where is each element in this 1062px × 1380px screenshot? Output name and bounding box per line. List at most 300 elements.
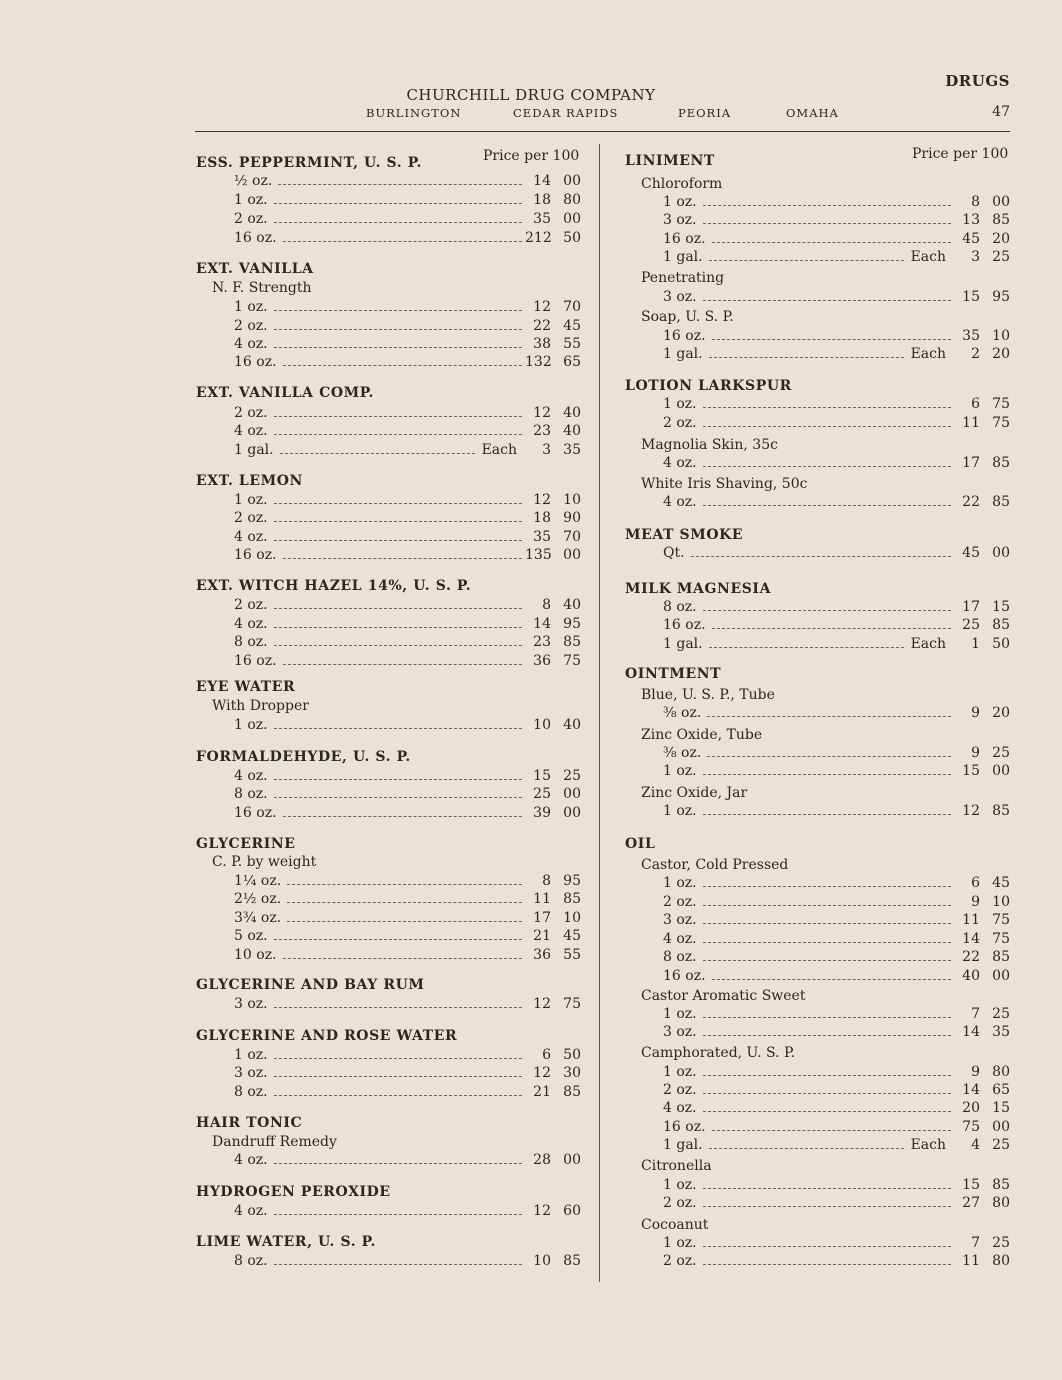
price-dollars: 12: [533, 492, 551, 508]
price-dollars: 12: [533, 299, 551, 315]
price-cents: 85: [992, 494, 1010, 510]
product-heading: LOTION LARKSPUR: [625, 378, 792, 394]
price-dollars: 9: [971, 745, 980, 761]
price-dollars: 9: [971, 1064, 980, 1080]
leader-dots: [703, 1264, 951, 1265]
leader-dots: [703, 1188, 951, 1189]
price-row: [663, 949, 1010, 965]
leader-dots: [274, 1214, 522, 1215]
price-row: [234, 597, 581, 613]
product-heading: GLYCERINE AND ROSE WATER: [196, 1028, 458, 1044]
leader-dots: [703, 1111, 951, 1112]
size-label: 1 gal.: [663, 636, 703, 652]
leader-dots: [287, 884, 522, 885]
price-cents: 00: [992, 194, 1010, 210]
price-row: [234, 211, 581, 227]
product-heading: LINIMENT: [625, 153, 715, 169]
price-row: [663, 1100, 1010, 1116]
product-variant: Soap, U. S. P.: [641, 309, 734, 325]
leader-dots: [274, 503, 522, 504]
size-label: Qt.: [663, 545, 685, 561]
price-row: [663, 1195, 1010, 1211]
size-label: 16 oz.: [663, 231, 706, 247]
price-dollars: 35: [533, 211, 551, 227]
size-label: 1 oz.: [234, 1047, 268, 1063]
size-label: 4 oz.: [234, 423, 268, 439]
price-dollars: 11: [962, 912, 980, 928]
product-variant: Chloroform: [641, 176, 723, 192]
price-cents: 00: [563, 805, 581, 821]
size-label: 16 oz.: [234, 230, 277, 246]
size-label: 8 oz.: [663, 599, 697, 615]
size-label: 16 oz.: [234, 653, 277, 669]
product-heading: ESS. PEPPERMINT, U. S. P.: [196, 155, 422, 171]
price-row: [663, 1137, 1010, 1153]
city-peoria: PEORIA: [678, 106, 732, 120]
price-cents: 00: [563, 786, 581, 802]
price-row: [234, 996, 581, 1012]
price-cents: 00: [563, 173, 581, 189]
size-label: 3 oz.: [663, 212, 697, 228]
price-row: [234, 717, 581, 733]
price-dollars: 18: [533, 192, 551, 208]
price-row: [663, 763, 1010, 779]
price-cents: 30: [563, 1065, 581, 1081]
leader-dots: [283, 365, 522, 366]
price-row: [234, 786, 581, 802]
product-variant: Penetrating: [641, 270, 725, 286]
company-name: CHURCHILL DRUG COMPANY: [406, 86, 656, 104]
leader-dots: [703, 960, 951, 961]
price-header-right: Price per 100: [912, 146, 1009, 162]
price-dollars: 28: [533, 1152, 551, 1168]
price-cents: 75: [992, 931, 1010, 947]
price-cents: 50: [563, 230, 581, 246]
leader-dots: [703, 1035, 951, 1036]
size-label: 8 oz.: [663, 949, 697, 965]
price-dollars: 13: [962, 212, 980, 228]
header-rule: [195, 131, 1010, 132]
price-dollars: 212: [525, 230, 552, 246]
size-label: 5 oz.: [234, 928, 268, 944]
price-dollars: 12: [533, 405, 551, 421]
leader-dots: [703, 905, 951, 906]
price-dollars: 39: [533, 805, 551, 821]
leader-dots: [703, 1246, 951, 1247]
size-label: 1 oz.: [234, 492, 268, 508]
city-burlington: BURLINGTON: [366, 106, 462, 120]
price-row: [234, 492, 581, 508]
product-heading: GLYCERINE: [196, 836, 296, 852]
size-label: 2 oz.: [663, 415, 697, 431]
product-variant: Camphorated, U. S. P.: [641, 1045, 795, 1061]
product-variant: Citronella: [641, 1158, 712, 1174]
price-row: [234, 928, 581, 944]
size-label: 1 oz.: [234, 192, 268, 208]
price-row: [234, 768, 581, 784]
price-row: [234, 1203, 581, 1219]
product-variant: C. P. by weight: [212, 854, 317, 870]
product-heading: EXT. LEMON: [196, 473, 303, 489]
price-dollars: 8: [542, 597, 551, 613]
price-dollars: 22: [962, 494, 980, 510]
price-cents: 50: [563, 1047, 581, 1063]
size-label: 16 oz.: [234, 805, 277, 821]
leader-dots: [274, 728, 522, 729]
size-label: 2 oz.: [234, 597, 268, 613]
leader-dots: [274, 310, 522, 311]
price-row: [663, 705, 1010, 721]
price-row: [234, 616, 581, 632]
price-cents: 85: [992, 212, 1010, 228]
leader-dots: [703, 814, 951, 815]
size-label: 16 oz.: [663, 617, 706, 633]
leader-dots: [274, 347, 522, 348]
price-dollars: 20: [962, 1100, 980, 1116]
price-row: [234, 510, 581, 526]
leader-dots: [274, 1058, 522, 1059]
size-label: 2 oz.: [663, 1082, 697, 1098]
size-label: 4 oz.: [234, 336, 268, 352]
price-cents: 25: [992, 1137, 1010, 1153]
price-cents: 85: [992, 1177, 1010, 1193]
price-dollars: 12: [533, 1065, 551, 1081]
price-row: [663, 231, 1010, 247]
size-label: 1 oz.: [663, 1064, 697, 1080]
leader-dots: [703, 1093, 951, 1094]
page-number: 47: [992, 104, 1010, 120]
leader-dots: [703, 942, 951, 943]
price-row: [663, 636, 1010, 652]
price-dollars: 7: [971, 1006, 980, 1022]
size-label: 1 gal.: [234, 442, 274, 458]
price-cents: 85: [992, 617, 1010, 633]
price-row: [234, 405, 581, 421]
leader-dots: [703, 407, 951, 408]
size-label: 16 oz.: [234, 354, 277, 370]
price-row: [234, 653, 581, 669]
size-label: 8 oz.: [234, 1253, 268, 1269]
product-heading: EYE WATER: [196, 679, 296, 695]
size-label: 1 oz.: [663, 763, 697, 779]
size-label: 1 oz.: [663, 803, 697, 819]
price-dollars: 15: [962, 763, 980, 779]
product-heading: HYDROGEN PEROXIDE: [196, 1184, 391, 1200]
product-heading: FORMALDEHYDE, U. S. P.: [196, 749, 411, 765]
price-row: [234, 1084, 581, 1100]
leader-dots: [712, 242, 951, 243]
price-row: [663, 968, 1010, 984]
price-cents: 25: [563, 768, 581, 784]
price-cents: 85: [563, 891, 581, 907]
price-dollars: 15: [962, 1177, 980, 1193]
price-row: [663, 931, 1010, 947]
price-dollars: 11: [533, 891, 551, 907]
price-row: [663, 1024, 1010, 1040]
size-label: 4 oz.: [663, 494, 697, 510]
price-cents: 85: [563, 1253, 581, 1269]
price-dollars: 36: [533, 653, 551, 669]
price-dollars: 6: [971, 396, 980, 412]
price-dollars: 8: [542, 873, 551, 889]
price-row: [234, 173, 581, 189]
size-label: 2 oz.: [234, 318, 268, 334]
price-dollars: 75: [962, 1119, 980, 1135]
leader-dots: [283, 241, 522, 242]
product-heading: OINTMENT: [625, 666, 722, 682]
price-dollars: 40: [962, 968, 980, 984]
price-dollars: 23: [533, 634, 551, 650]
price-row: [663, 803, 1010, 819]
price-row: [663, 894, 1010, 910]
size-label: 3 oz.: [234, 1065, 268, 1081]
leader-dots: [703, 223, 951, 224]
price-cents: 80: [992, 1253, 1010, 1269]
price-cents: 85: [992, 949, 1010, 965]
size-label: 4 oz.: [663, 1100, 697, 1116]
price-dollars: 17: [962, 455, 980, 471]
product-heading: GLYCERINE AND BAY RUM: [196, 977, 425, 993]
price-cents: 95: [992, 289, 1010, 305]
price-header-left: Price per 100: [483, 148, 580, 164]
size-label: 2 oz.: [234, 510, 268, 526]
leader-dots: [712, 1130, 951, 1131]
leader-dots: [703, 774, 951, 775]
leader-dots: [278, 184, 522, 185]
leader-dots: [274, 203, 522, 204]
price-dollars: 132: [525, 354, 552, 370]
price-cents: 00: [563, 1152, 581, 1168]
price-dollars: 135: [525, 547, 552, 563]
price-row: [663, 328, 1010, 344]
price-row: [234, 423, 581, 439]
leader-dots: [274, 329, 522, 330]
product-variant: Castor Aromatic Sweet: [641, 988, 806, 1004]
price-cents: 25: [992, 249, 1010, 265]
price-cents: 25: [992, 1235, 1010, 1251]
size-label: 16 oz.: [234, 547, 277, 563]
leader-dots: [274, 645, 522, 646]
size-label: 16 oz.: [663, 968, 706, 984]
leader-dots: [274, 627, 522, 628]
leader-dots: [274, 521, 522, 522]
leader-dots: [703, 923, 951, 924]
price-row: [663, 599, 1010, 615]
size-label: 4 oz.: [234, 1152, 268, 1168]
price-row: [234, 529, 581, 545]
price-dollars: 35: [533, 529, 551, 545]
price-cents: 70: [563, 529, 581, 545]
product-heading: EXT. WITCH HAZEL 14%, U. S. P.: [196, 578, 472, 594]
each-label: Each: [910, 346, 946, 362]
price-dollars: 3: [542, 442, 551, 458]
price-cents: 20: [992, 705, 1010, 721]
price-dollars: 14: [962, 1024, 980, 1040]
price-row: [663, 1119, 1010, 1135]
price-row: [663, 545, 1010, 561]
product-variant: Dandruff Remedy: [212, 1134, 337, 1150]
size-label: 3¾ oz.: [234, 910, 282, 926]
price-row: [663, 617, 1010, 633]
size-label: 1 oz.: [663, 875, 697, 891]
product-variant: N. F. Strength: [212, 280, 312, 296]
price-cents: 50: [992, 636, 1010, 652]
size-label: 4 oz.: [234, 529, 268, 545]
leader-dots: [712, 628, 951, 629]
price-row: [234, 910, 581, 926]
leader-dots: [709, 647, 904, 648]
price-cents: 80: [992, 1064, 1010, 1080]
price-row: [234, 230, 581, 246]
price-cents: 00: [992, 545, 1010, 561]
price-row: [663, 194, 1010, 210]
size-label: 4 oz.: [663, 455, 697, 471]
size-label: 8 oz.: [234, 634, 268, 650]
price-cents: 80: [563, 192, 581, 208]
price-dollars: 36: [533, 947, 551, 963]
price-dollars: 15: [533, 768, 551, 784]
leader-dots: [274, 416, 522, 417]
price-dollars: 6: [542, 1047, 551, 1063]
price-cents: 20: [992, 346, 1010, 362]
leader-dots: [280, 453, 475, 454]
price-cents: 95: [563, 616, 581, 632]
price-cents: 10: [992, 328, 1010, 344]
price-cents: 85: [992, 455, 1010, 471]
price-row: [663, 455, 1010, 471]
price-row: [663, 289, 1010, 305]
leader-dots: [712, 979, 951, 980]
price-row: [663, 745, 1010, 761]
size-label: 3 oz.: [234, 996, 268, 1012]
size-label: 16 oz.: [663, 328, 706, 344]
size-label: 1 oz.: [234, 299, 268, 315]
price-cents: 40: [563, 423, 581, 439]
price-cents: 70: [563, 299, 581, 315]
price-dollars: 14: [962, 931, 980, 947]
product-variant: Blue, U. S. P., Tube: [641, 687, 775, 703]
price-dollars: 14: [533, 616, 551, 632]
price-row: [663, 1082, 1010, 1098]
leader-dots: [703, 466, 951, 467]
leader-dots: [283, 816, 522, 817]
price-dollars: 12: [533, 996, 551, 1012]
price-row: [234, 947, 581, 963]
price-row: [663, 1006, 1010, 1022]
size-label: 2 oz.: [663, 1253, 697, 1269]
price-cents: 20: [992, 231, 1010, 247]
price-dollars: 4: [971, 1137, 980, 1153]
product-variant: Zinc Oxide, Tube: [641, 727, 763, 743]
price-dollars: 6: [971, 875, 980, 891]
leader-dots: [703, 300, 951, 301]
leader-dots: [703, 205, 951, 206]
price-dollars: 1: [971, 636, 980, 652]
price-row: [234, 805, 581, 821]
column-divider: [599, 144, 600, 1282]
size-label: 4 oz.: [234, 1203, 268, 1219]
price-dollars: 21: [533, 1084, 551, 1100]
size-label: 2½ oz.: [234, 891, 282, 907]
price-cents: 00: [563, 547, 581, 563]
product-heading: MILK MAGNESIA: [625, 581, 772, 597]
price-row: [234, 547, 581, 563]
product-variant: Castor, Cold Pressed: [641, 857, 789, 873]
price-row: [234, 634, 581, 650]
product-heading: EXT. VANILLA: [196, 261, 314, 277]
price-cents: 35: [563, 442, 581, 458]
leader-dots: [712, 339, 951, 340]
price-cents: 10: [563, 910, 581, 926]
product-variant: Cocoanut: [641, 1217, 709, 1233]
size-label: 2 oz.: [663, 894, 697, 910]
price-row: [663, 1177, 1010, 1193]
price-dollars: 14: [962, 1082, 980, 1098]
leader-dots: [274, 1007, 522, 1008]
price-dollars: 12: [962, 803, 980, 819]
price-dollars: 9: [971, 705, 980, 721]
leader-dots: [283, 558, 522, 559]
size-label: 1 oz.: [663, 1235, 697, 1251]
price-cents: 00: [563, 211, 581, 227]
size-label: 2 oz.: [234, 211, 268, 227]
price-row: [234, 1152, 581, 1168]
price-cents: 60: [563, 1203, 581, 1219]
price-row: [234, 1253, 581, 1269]
price-row: [234, 442, 581, 458]
price-dollars: 23: [533, 423, 551, 439]
price-row: [663, 1253, 1010, 1269]
leader-dots: [707, 716, 951, 717]
price-row: [234, 891, 581, 907]
each-label: Each: [481, 442, 517, 458]
product-heading: OIL: [625, 836, 656, 852]
product-variant: Magnolia Skin, 35c: [641, 437, 778, 453]
price-cents: 75: [563, 653, 581, 669]
size-label: 8 oz.: [234, 1084, 268, 1100]
product-variant: Zinc Oxide, Jar: [641, 785, 748, 801]
leader-dots: [274, 1076, 522, 1077]
price-dollars: 17: [533, 910, 551, 926]
price-dollars: 15: [962, 289, 980, 305]
price-row: [663, 912, 1010, 928]
size-label: ½ oz.: [234, 173, 273, 189]
price-dollars: 9: [971, 894, 980, 910]
price-cents: 10: [992, 894, 1010, 910]
price-cents: 45: [563, 318, 581, 334]
price-dollars: 45: [962, 545, 980, 561]
price-dollars: 10: [533, 717, 551, 733]
size-label: 4 oz.: [234, 616, 268, 632]
size-label: 4 oz.: [234, 768, 268, 784]
each-label: Each: [910, 249, 946, 265]
size-label: ⅜ oz.: [663, 705, 702, 721]
leader-dots: [703, 426, 951, 427]
size-label: 1 oz.: [663, 1177, 697, 1193]
price-dollars: 21: [533, 928, 551, 944]
price-dollars: 10: [533, 1253, 551, 1269]
leader-dots: [703, 1017, 951, 1018]
leader-dots: [274, 1264, 522, 1265]
price-cents: 85: [563, 1084, 581, 1100]
leader-dots: [709, 1148, 904, 1149]
leader-dots: [707, 756, 951, 757]
size-label: 10 oz.: [234, 947, 277, 963]
price-row: [663, 249, 1010, 265]
size-label: 1 gal.: [663, 249, 703, 265]
leader-dots: [703, 610, 951, 611]
price-cents: 85: [992, 803, 1010, 819]
